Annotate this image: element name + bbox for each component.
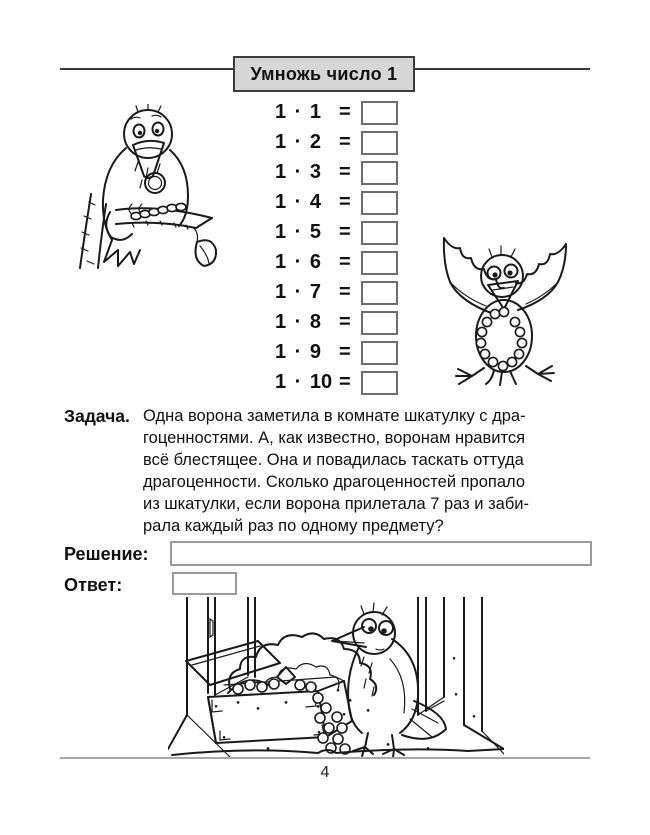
equation-answer-box-1[interactable] — [361, 101, 398, 125]
equation-expression: 1 · 8 — [275, 311, 322, 333]
equals-sign: = — [339, 281, 351, 303]
equation-answer-box-9[interactable] — [361, 341, 398, 365]
equation-expression: 1 · 6 — [275, 251, 322, 273]
equals-sign: = — [339, 251, 351, 273]
equation-expression: 1 · 3 — [275, 161, 322, 183]
equation-answer-box-2[interactable] — [361, 131, 398, 155]
equation-answer-box-4[interactable] — [361, 191, 398, 215]
equation-answer-box-7[interactable] — [361, 281, 398, 305]
equation-row — [275, 280, 398, 305]
equation-row — [275, 160, 398, 185]
task-block — [64, 405, 594, 537]
crow-and-treasure-chest-illustration — [168, 597, 504, 759]
task-line: драгоценности. Сколько драгоценностей пропало — [143, 473, 526, 491]
equals-sign: = — [339, 341, 351, 363]
equation-answer-box-3[interactable] — [361, 161, 398, 185]
task-line: из шкатулки, если ворона прилетала 7 раз и заби- — [143, 495, 530, 513]
task-line: гоценностями. А, как известно, воронам нравится — [143, 429, 526, 447]
equation-row — [275, 220, 398, 245]
equation-row — [275, 250, 398, 275]
equation-expression: 1 · 1 — [275, 101, 322, 123]
section-title: Умножь число 1 — [250, 63, 398, 84]
equation-row — [275, 340, 398, 365]
task-text — [143, 405, 529, 537]
footer-divider-line — [60, 757, 590, 759]
equation-row — [275, 100, 398, 125]
crow-with-necklace-illustration — [438, 224, 572, 386]
equation-row — [275, 130, 398, 155]
answer-input-box[interactable] — [172, 572, 237, 595]
equation-answer-box-8[interactable] — [361, 311, 398, 335]
multiplication-table — [275, 100, 398, 400]
equation-row — [275, 370, 398, 395]
equation-row — [275, 310, 398, 335]
page-number: 4 — [320, 764, 330, 781]
equals-sign: = — [339, 311, 351, 333]
crow-with-ring-illustration — [76, 104, 218, 270]
equals-sign: = — [339, 371, 351, 393]
equation-answer-box-10[interactable] — [361, 371, 398, 395]
equals-sign: = — [339, 221, 351, 243]
equation-answer-box-6[interactable] — [361, 251, 398, 275]
solution-input-box[interactable] — [170, 541, 592, 566]
equation-expression: 1 · 2 — [275, 131, 322, 153]
task-line: Одна ворона заметила в комнате шкатулку с дра- — [143, 407, 526, 425]
equals-sign: = — [339, 161, 351, 183]
equals-sign: = — [339, 131, 351, 153]
solution-label: Решение: — [64, 544, 149, 564]
task-line: рала каждый раз по одному предмету? — [143, 517, 444, 535]
equation-expression: 1 · 10 — [275, 371, 333, 393]
task-line: всё блестящее. Она и повадилась таскать оттуда — [143, 451, 524, 469]
task-label: Задача. — [64, 406, 130, 426]
answer-label: Ответ: — [64, 575, 123, 595]
equation-expression: 1 · 9 — [275, 341, 322, 363]
equation-row — [275, 190, 398, 215]
equation-expression: 1 · 4 — [275, 191, 322, 213]
equals-sign: = — [339, 191, 351, 213]
equals-sign: = — [339, 101, 351, 123]
section-header — [233, 56, 415, 92]
equation-expression: 1 · 5 — [275, 221, 322, 243]
equation-answer-box-5[interactable] — [361, 221, 398, 245]
equation-expression: 1 · 7 — [275, 281, 322, 303]
